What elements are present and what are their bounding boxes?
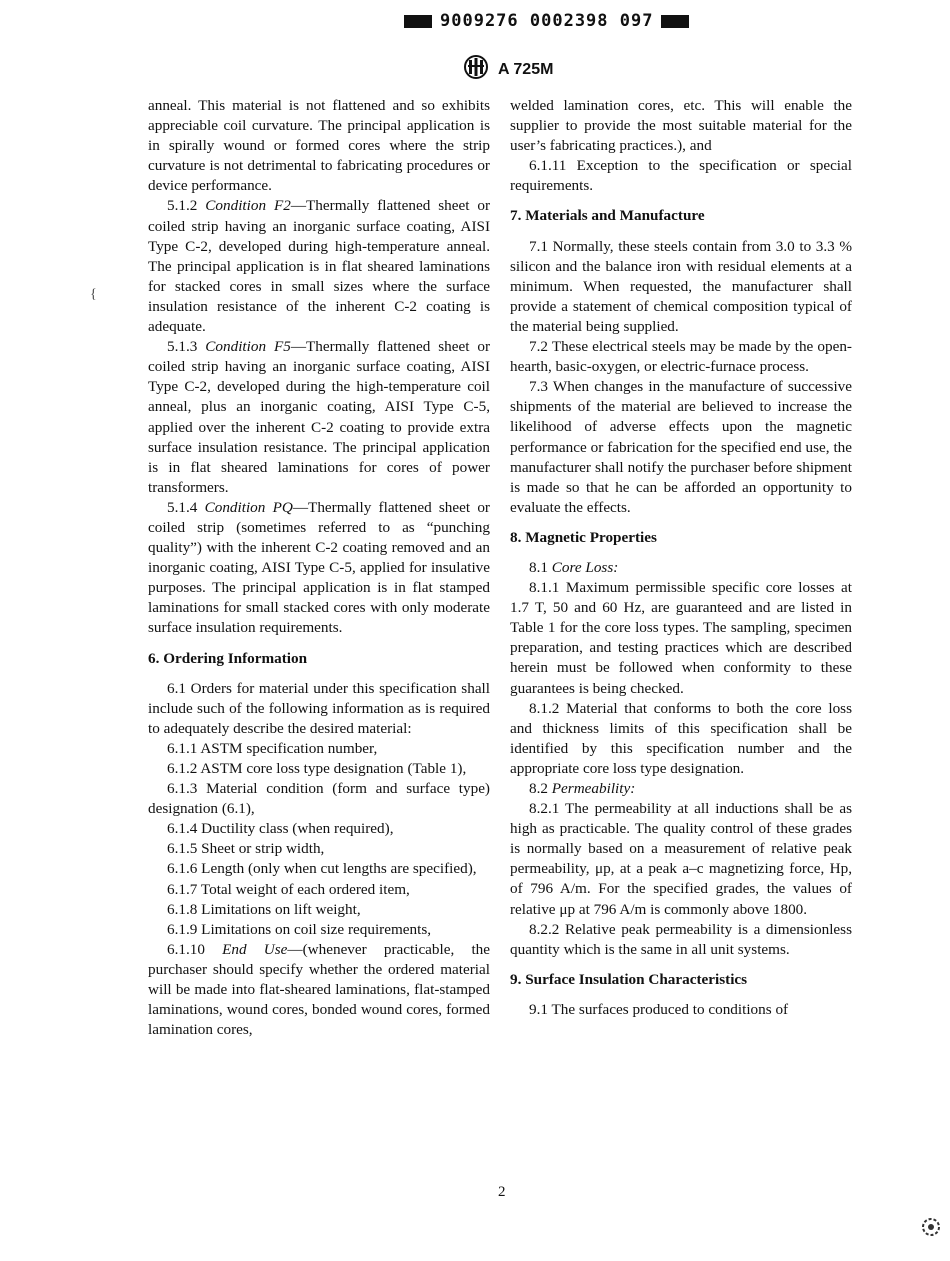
paragraph: 6.1 Orders for material under this specification shall include such of the following information as is required to adequately describe the desired material: [148, 679, 490, 737]
paragraph: 6.1.3 Material condition (form and surface type) designation (6.1), [148, 780, 490, 818]
left-column [148, 96, 490, 1040]
right-column [510, 96, 852, 1020]
page-header [462, 54, 553, 85]
barcode-block-left [404, 15, 432, 28]
section-heading: 8. Magnetic Properties [510, 528, 657, 546]
astm-logo-icon [462, 54, 490, 85]
section-heading: 6. Ordering Information [148, 649, 308, 667]
paragraph [148, 498, 490, 639]
paragraph: 7.2 These electrical steels may be made by the open-hearth, basic-oxygen, or electric-furnace process. [510, 338, 852, 376]
paragraph: 8.1.2 Material that conforms to both the core loss and thickness limits of this specification shall be identified by this specification number and the appropriate core loss type designation. [510, 699, 852, 777]
paragraph [148, 337, 490, 498]
margin-mark: { [90, 287, 97, 302]
paragraph: 6.1.4 Ductility class (when required), [167, 820, 394, 838]
paragraph: 7.1 Normally, these steels contain from 3.0 to 3.3 % silicon and the balance iron with residual elements at a minimum. When requested, the manufacturer shall provide a statement of chemical composition typical of the material being supplied. [510, 237, 852, 335]
barcode-number: 9009276 0002398 097 [440, 11, 654, 31]
paragraph: 8.2.2 Relative peak permeability is a dimensionless quantity which is the same in all unit systems. [510, 920, 852, 958]
paragraph: welded lamination cores, etc. This will enable the supplier to provide the most suitable material for the user’s fabricating practices.), and [510, 97, 852, 155]
paragraph: 9.1 The surfaces produced to conditions of [529, 1000, 789, 1018]
clause-term: Permeability: [551, 780, 636, 797]
paragraph: 6.1.1 ASTM specification number, [167, 739, 378, 757]
paragraph: 6.1.5 Sheet or strip width, [167, 840, 325, 858]
clause-term: Core Loss: [551, 558, 619, 576]
paragraph [510, 779, 852, 799]
clause-number: 5.1.4 [167, 498, 198, 516]
section-heading: 9. Surface Insulation Characteristics [510, 970, 748, 988]
clause-number: 8.2 [529, 780, 548, 797]
clause-text: —Thermally flattened sheet or coiled strip having an inorganic surface coating, AISI Type C-2, developed during high-temperature anneal. The principal application is in flat sheared laminations for stacked cores in small sizes where the surface insulation resistance of the inherent C-2 coating is adequate. [148, 197, 490, 336]
clause-text: —Thermally flattened sheet or coiled strip (sometimes referred to as “punching quality”) with the inherent C-2 coating removed and an inorganic coating, AISI Type C-5, applied for insulative purposes. The principal application is in flat stamped laminations for small stacked cores with only moderate surface insulation requirements. [148, 498, 490, 637]
paragraph: 6.1.2 ASTM core loss type designation (Table 1), [167, 760, 467, 777]
paragraph [148, 196, 490, 337]
corner-stamp-icon [920, 1216, 942, 1243]
paragraph: 8.1.1 Maximum permissible specific core losses at 1.7 T, 50 and 60 Hz, are guaranteed and are listed in Table 1 for the core loss types. The sampling, specimen preparation, and testing practices which are described herein must be followed when conformity to these guarantees is being checked. [510, 579, 852, 697]
section-heading: 7. Materials and Manufacture [510, 207, 705, 225]
paragraph: 6.1.9 Limitations on coil size requirements, [167, 920, 432, 938]
clause-number: 6.1.10 [167, 940, 205, 958]
clause-term: Condition F2 [205, 197, 291, 215]
paragraph: 6.1.8 Limitations on lift weight, [167, 900, 361, 918]
paragraph: anneal. This material is not flattened and so exhibits appreciable coil curvature. The principal application is in spirally wound or formed cores where the strip curvature is not detrimental to fabricating procedures or device performance. [148, 97, 490, 195]
clause-number: 5.1.3 [167, 338, 198, 356]
clause-term: Condition F5 [205, 338, 291, 356]
paragraph: 6.1.7 Total weight of each ordered item, [167, 880, 410, 898]
page-number: 2 [498, 1184, 506, 1200]
paragraph: 6.1.6 Length (only when cut lengths are specified), [167, 860, 477, 878]
barcode-block-right [661, 15, 689, 28]
clause-term: End Use [222, 940, 288, 958]
standard-designation: A 725M [498, 60, 554, 78]
clause-text: —(whenever practicable, the purchaser should specify whether the ordered material will be made into flat-sheared laminations, flat-stamped laminations, wound cores, bonded wound cores, formed lamination cores, [148, 940, 491, 1039]
paragraph: 6.1.11 Exception to the specification or special requirements. [510, 157, 852, 195]
paragraph [148, 940, 490, 1040]
barcode [404, 10, 689, 32]
clause-number: 5.1.2 [167, 197, 198, 215]
clause-text: —Thermally flattened sheet or coiled strip having an inorganic surface coating, AISI Type C-2, developed during the high-temperature coil anneal, plus an inorganic coating, AISI Type C-5, applied over the inherent C-2 coating to provide extra surface insulation resistance. The principal application is in flat sheared laminations for cores of power transformers. [148, 338, 490, 496]
clause-term: Condition PQ [204, 498, 293, 516]
paragraph: 7.3 When changes in the manufacture of successive shipments of the material are believed to increase the likelihood of adverse effects upon the magnetic performance or fabrication for the specified end use, the manufacturer shall notify the purchaser before shipment is made so that he can be afforded an opportunity to evaluate the effects. [510, 378, 852, 516]
paragraph [510, 558, 852, 578]
clause-number: 8.1 [529, 558, 548, 576]
paragraph: 8.2.1 The permeability at all inductions shall be as high as practicable. The quality control of these grades is normally based on a measurement of relative peak permeability, μp, at a peak a–c magnetizing force, Hp, of 796 A/m. For the specified grades, the values of relative μp at 796 A/m is commonly above 1800. [510, 800, 852, 918]
